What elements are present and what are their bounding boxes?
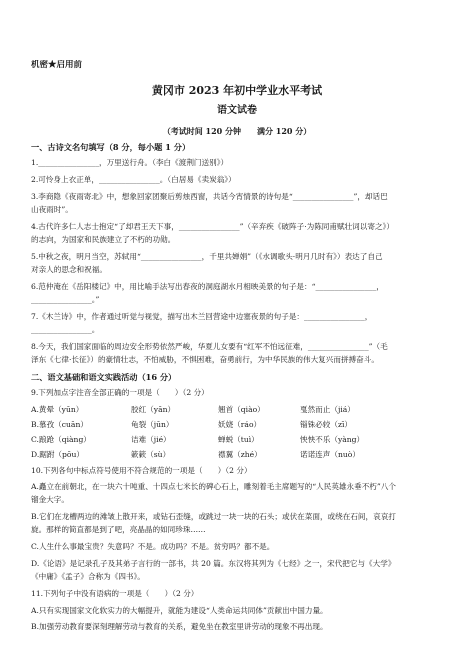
q10-option-a-line2: 镏金大字。 [31, 495, 69, 504]
question-6-line2: ________________。” [31, 295, 100, 304]
question-5-line1: 5.中秋之夜，明月当空，苏轼用“________________，千里共婵娟”（《水调歌头·明月几时有》）表达了自己 [31, 252, 383, 261]
subject-title: 语文试卷 [217, 105, 257, 116]
q10-option-d-line1: D.《论语》是记录孔子及其弟子言行的一部书，共 20 篇。东汉将其列为《七经》之一，宋代把它与《大学》 [31, 559, 396, 568]
q9-option-a-3: 翘首（qiào） [218, 405, 265, 414]
q9-option-d-3: 襟翼（zhé） [218, 450, 262, 459]
question-3-line2: 山夜雨时”。 [31, 205, 73, 214]
q9-option-b-2: 龟裂（jūn） [131, 420, 174, 429]
question-4-line2: 的志向，为国家和民族建立了不朽的功勋。 [31, 235, 176, 244]
question-4-line1: 4.古代许多仁人志士抱定“了却君王天下事，________________”（辛弃疾《破阵子·为陈同甫赋壮词以寄之》） [31, 222, 394, 231]
question-1: 1.________________，万里送行舟。（李白《渡荆门送别》） [31, 158, 229, 167]
q10-option-b-line2: 旋。那样的简直都是到了吧，亮晶晶的如同珍珠…… [31, 525, 206, 534]
q10-option-a-line1: A.矗立在前朝北，在一块六十吨重、十四点七米长的碑心石上，雕刻着毛主席题写的“人民英雄永垂不朽”八个 [31, 482, 396, 491]
q11-option-b: B.加强劳动教育要深刻理解劳动与教育的关系，避免坐在教室里讲劳动的现象不再出现。 [31, 622, 328, 631]
q9-option-c-2: 诘难（jié） [131, 435, 171, 444]
q11-option-a: A.只有实现国家文化软实力的大幅提升，就能为建设“人类命运共同体”贡献出中国力量。 [31, 606, 328, 615]
q10-option-d-line2: 《中庸》《孟子》合称为《四书》。 [31, 572, 145, 581]
q10-option-b-line1: B.它们在龙槽两边的滩皱上散开来，或钻石歪缝，或跳过一块一块的石头；或伏在菜面，或绕在石间，哀哀打 [31, 512, 396, 521]
question-11: 11.下列句子中没有语病的一项是（ ）（2 分） [31, 589, 199, 598]
question-8-line2: 泽东《七律·长征》）的豪情壮志，不怕威胁，不惧困难，奋勇前行，为中华民族的伟大复兴而拼搏奋斗。 [31, 355, 379, 364]
question-10: 10.下列各句中标点符号使用不符合规范的一项是（ ）（2 分） [31, 466, 252, 475]
q10-option-c: C.人生什么事最宝贵？失意吗？不是。成功吗？不是。贫穷吗？都不是。 [31, 542, 275, 551]
section2-heading: 二、语文基础和语文实践活动（16 分） [31, 372, 177, 382]
exam-title: 黄冈市 2023 年初中学业水平考试 [151, 84, 323, 97]
q9-option-a-4: 戛然而止（jiá） [300, 405, 355, 414]
question-3-line1: 3.李商隐《夜雨寄北》中，想象回家团聚后剪烛西窗，共话今宵情景的诗句是“________________”，却话巴 [31, 192, 388, 201]
question-7-line1: 7.《木兰诗》中，作者通过听觉与视觉，描写出木兰回营途中边塞夜景的句子是：________________， [31, 312, 373, 321]
q9-option-d-2: 簌簌（sù） [131, 450, 171, 459]
question-6-line1: 6.范仲淹在《岳阳楼记》中，用比喻手法写出春夜的洞庭湖水月相映美景的句子是：“________________， [31, 282, 384, 291]
q9-option-b-1: B.慕孜（cuān） [31, 420, 88, 429]
question-8-line1: 8.今天，我们国家面临的周边安全形势依然严峻，华夏儿女要有“红军不怕远征难，________________”（毛 [31, 342, 388, 351]
q9-option-a-1: A.黄晕（yūn） [31, 405, 84, 414]
question-9: 9.下列加点字注音全部正确的一项是（ ）（2 分） [31, 388, 209, 397]
confidential-label: 机密★启用前 [31, 60, 83, 70]
question-5-line2: 对亲人的思念和祝福。 [31, 265, 107, 274]
q9-option-d-1: D.踞跗（pōu） [31, 450, 84, 459]
q9-option-b-3: 妖娆（ráo） [218, 420, 262, 429]
question-2: 2.可怜身上衣正单，________________。（白居易《卖炭翁》） [31, 175, 236, 184]
q9-option-c-1: C.踉跄（qiàng） [31, 435, 91, 444]
q9-option-d-4: 诺诺连声（nuò） [300, 450, 360, 459]
q9-option-c-3: 蝉蜕（tuì） [218, 435, 259, 444]
q9-option-c-4: 怏怏不乐（yàng） [300, 435, 365, 444]
section1-heading: 一、古诗文名句填写（8 分，每小题 1 分） [31, 142, 191, 152]
question-7-line2: ________________。 [31, 325, 100, 334]
q9-option-b-4: 锱铢必较（zī） [300, 420, 352, 429]
q9-option-a-2: 胶红（yān） [131, 405, 176, 414]
exam-info: （考试时间 120 分钟 满分 120 分） [162, 126, 312, 136]
